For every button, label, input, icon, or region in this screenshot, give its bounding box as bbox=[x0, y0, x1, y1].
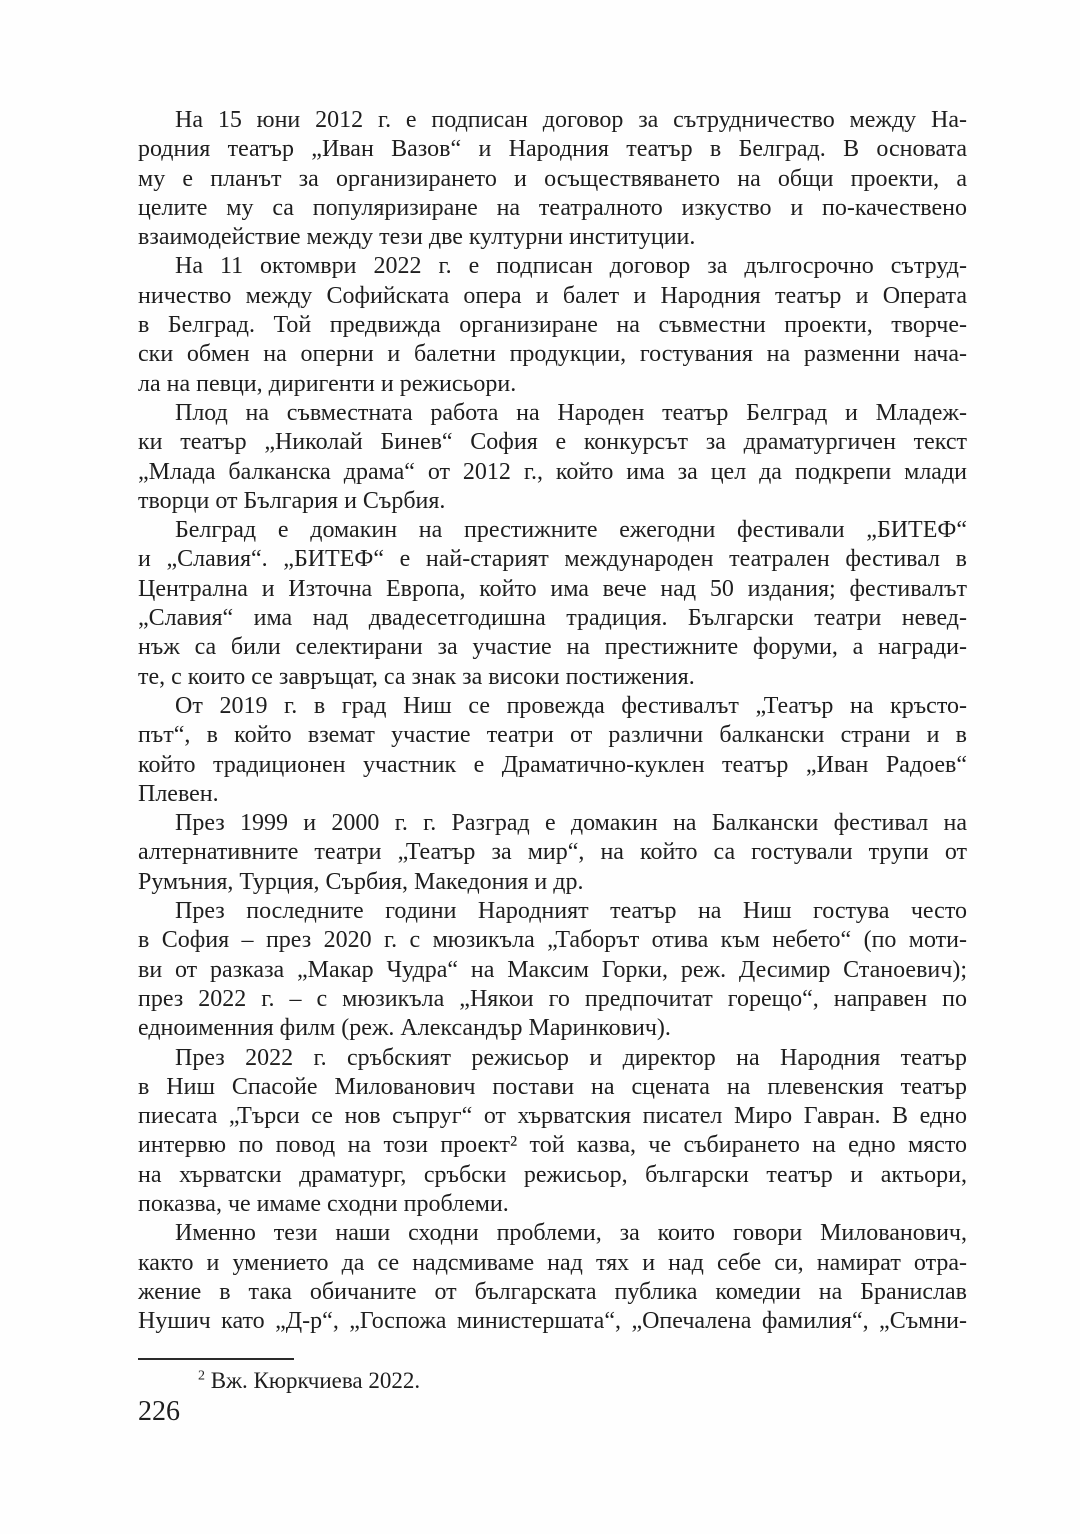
text-line: който традиционен участник е Драматично-куклен театър „Иван Радоев“ bbox=[138, 751, 967, 778]
text-line: „Славия“ има над двадесетгодишна традиция. Български театри невед- bbox=[138, 605, 967, 632]
footnote bbox=[138, 1358, 967, 1395]
text-line: Именно тези наши сходни проблеми, за които говори Милованович, bbox=[175, 1220, 967, 1247]
paragraph bbox=[138, 1044, 967, 1220]
text-line: ничество между Софийската опера и балет и Народния театър и Операта bbox=[138, 282, 967, 309]
text-line: както и умението да се надсмиваме над тях и над себе си, намират отра- bbox=[138, 1249, 967, 1276]
text-line: в Белград. Той предвижда организиране на съвместни проекти, творче- bbox=[138, 312, 967, 339]
page-number: 226 bbox=[138, 1396, 180, 1427]
text-line: взаимодействие между тези две културни институции. bbox=[138, 224, 696, 251]
footnote-divider bbox=[138, 1358, 294, 1360]
text-line: На 11 октомври 2022 г. е подписан договор за дългосрочно сътруд- bbox=[175, 253, 967, 280]
text-line: През последните години Народният театър на Ниш гостува често bbox=[175, 898, 967, 925]
text-line: На 15 юни 2012 г. е подписан договор за сътрудничество между На- bbox=[175, 107, 967, 133]
text-line: нъж са били селектирани за участие на престижните форуми, а награди- bbox=[138, 634, 967, 661]
text-line: в Ниш Спасойе Милованович постави на сцената на плевенския театър bbox=[138, 1073, 967, 1100]
text-line: Нушич като „Д-р“, „Госпожа министершата“, „Опечалена фамилия“, „Съмни- bbox=[138, 1308, 967, 1335]
text-line: на хърватски драматург, сръбски режисьор, български театър и актьори, bbox=[138, 1161, 967, 1188]
footnote-text bbox=[138, 1367, 967, 1395]
text-line: интервю по повод на този проект² той казва, че събирането на едно място bbox=[138, 1132, 967, 1159]
text-line: Румъния, Турция, Сърбия, Македония и др. bbox=[138, 868, 584, 895]
text-line: показва, че имаме сходни проблеми. bbox=[138, 1190, 509, 1217]
text-line: През 1999 и 2000 г. г. Разград е домакин на Балкански фестивал на bbox=[175, 810, 967, 837]
text-line: целите му са популяризиране на театралното изкуство и по-качествено bbox=[138, 194, 967, 221]
text-line: родния театър „Иван Вазов“ и Народния театър в Белград. В основата bbox=[138, 136, 967, 163]
text-line: едноименния филм (реж. Александър Маринкович). bbox=[138, 1015, 671, 1042]
body-text bbox=[138, 106, 967, 1336]
paragraph bbox=[138, 516, 967, 692]
text-line: Плод на съвместната работа на Народен театър Белград и Младеж- bbox=[175, 399, 967, 426]
text-line: „Млада балканска драма“ от 2012 г., който има за цел да подкрепи млади bbox=[138, 458, 967, 485]
paragraph bbox=[138, 399, 967, 516]
text-line: алтернативните театри „Театър за мир“, на който са гостували трупи от bbox=[138, 839, 967, 866]
paragraph bbox=[138, 897, 967, 1043]
text-line: ски обмен на оперни и балетни продукции, гостувания на разменни нача- bbox=[138, 341, 967, 368]
text-line: през 2022 г. – с мюзикъла „Някои го предпочитат горещо“, направен по bbox=[138, 985, 967, 1012]
text-line: път“, в който вземат участие театри от различни балкански страни и в bbox=[138, 722, 967, 749]
text-line: и „Славия“. „БИТЕФ“ е най-старият международен театрален фестивал в bbox=[138, 546, 967, 573]
footnote-marker: 2 bbox=[198, 1368, 205, 1384]
text-line: жение в така обичаните от българската публика комедии на Бранислав bbox=[138, 1278, 967, 1305]
text-line: в София – през 2020 г. с мюзикъла „Таборът отива към небето“ (по моти- bbox=[138, 927, 967, 954]
text-line: ки театър „Николай Бинев“ София е конкурсът за драматургичен текст bbox=[138, 429, 967, 456]
text-line: През 2022 г. сръбският режисьор и директор на Народния театър bbox=[175, 1044, 967, 1071]
text-line: му е планът за организирането и осъществяването на общи проекти, а bbox=[138, 165, 967, 192]
text-line: ви от разказа „Макар Чудра“ на Максим Горки, реж. Десимир Станоевич); bbox=[138, 956, 967, 983]
text-line: те, с които се завръщат, са знак за високи постижения. bbox=[138, 663, 695, 690]
paragraph bbox=[138, 106, 967, 252]
text-line: От 2019 г. в град Ниш се провежда фестивалът „Театър на кръсто- bbox=[175, 692, 967, 719]
paragraph bbox=[138, 1219, 967, 1336]
paragraph bbox=[138, 809, 967, 897]
text-line: Плевен. bbox=[138, 780, 219, 807]
paragraph bbox=[138, 252, 967, 398]
footnote-body: Вж. Кюркчиева 2022. bbox=[210, 1368, 421, 1393]
text-line: пиесата „Търси се нов съпруг“ от хърватския писател Миро Гавран. В едно bbox=[138, 1103, 967, 1130]
text-line: Белград е домакин на престижните ежегодни фестивали „БИТЕФ“ bbox=[175, 517, 967, 544]
text-line: ла на певци, диригенти и режисьори. bbox=[138, 370, 517, 397]
text-line: Централна и Източна Европа, който има вече над 50 издания; фестивалът bbox=[138, 575, 967, 602]
paragraph bbox=[138, 692, 967, 809]
text-line: творци от България и Сърбия. bbox=[138, 487, 446, 514]
